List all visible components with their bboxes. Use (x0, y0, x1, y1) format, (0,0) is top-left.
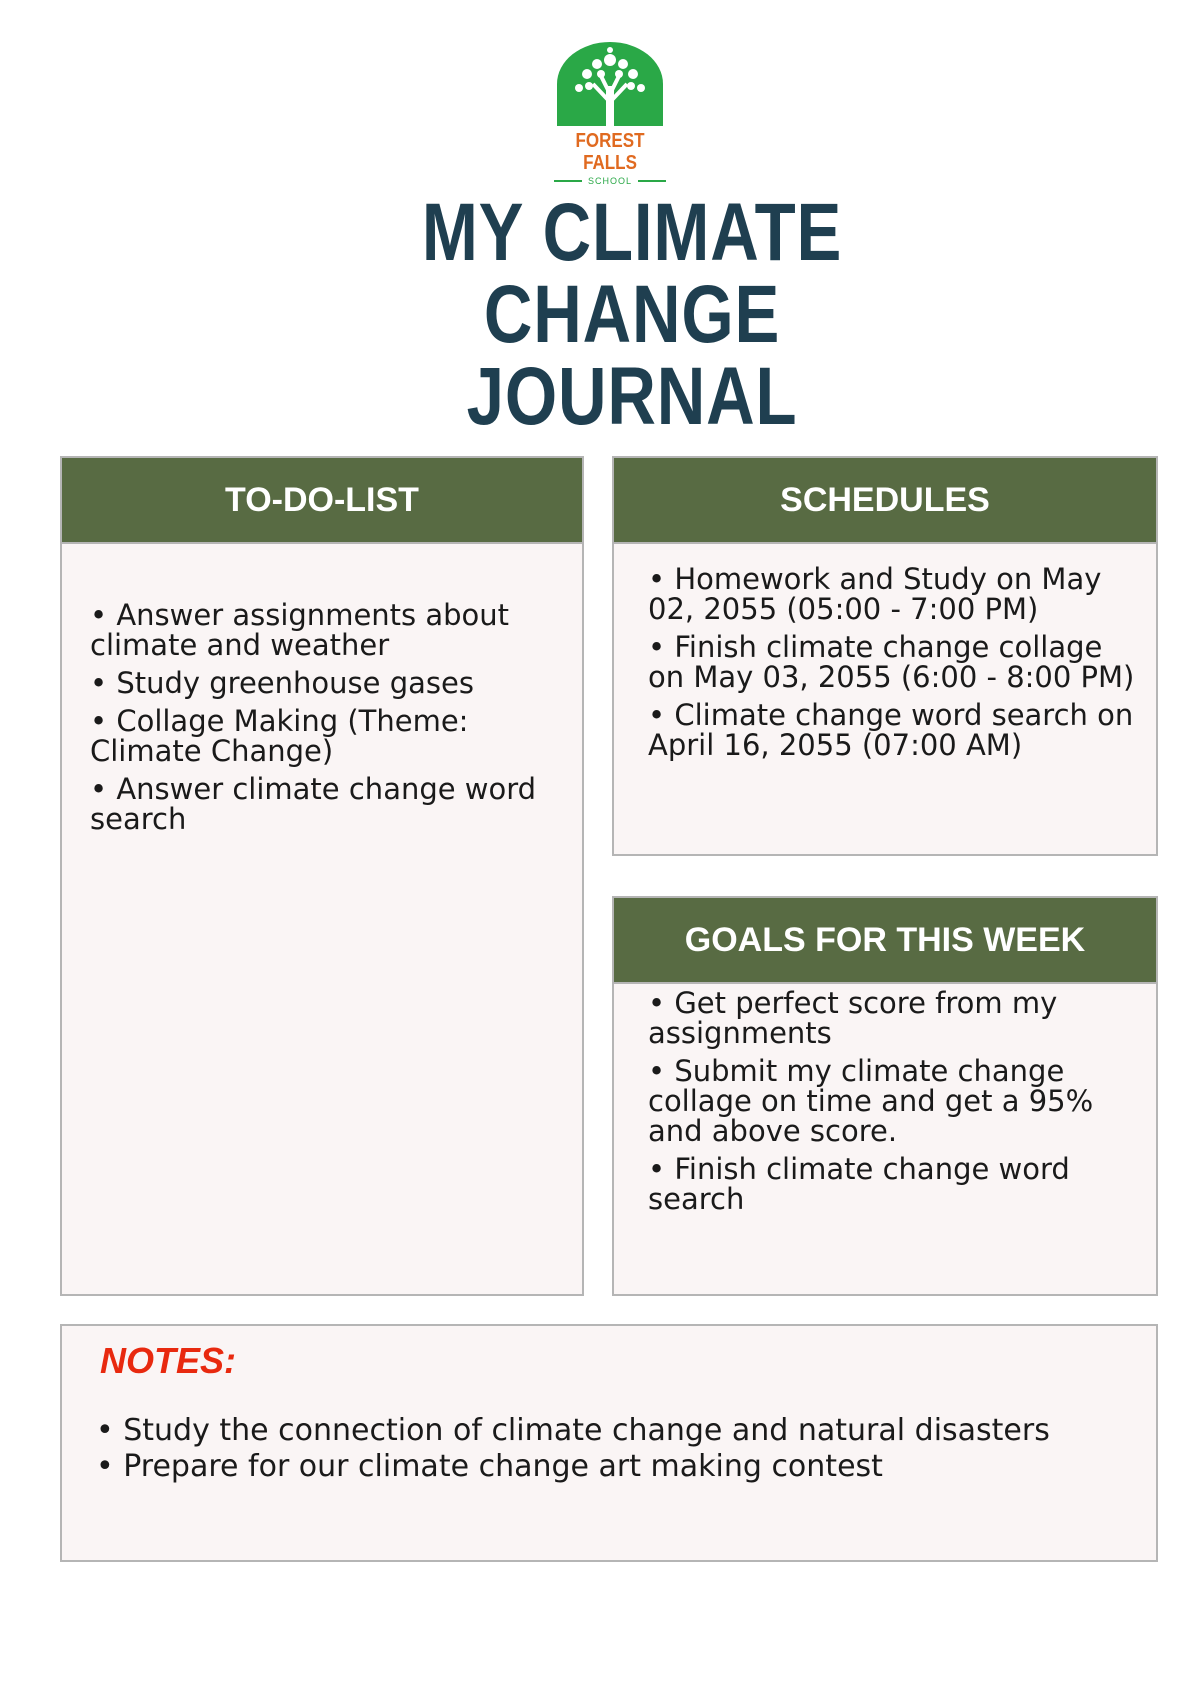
list-item: • Collage Making (Theme: Climate Change) (90, 706, 564, 766)
goals-header: GOALS FOR THIS WEEK (614, 898, 1156, 984)
todo-list-header: TO-DO-LIST (62, 458, 582, 544)
schedules-card (612, 456, 1158, 856)
list-item: • Get perfect score from my assignments (648, 988, 1148, 1048)
todo-list-card (60, 456, 584, 1296)
schedules-header: SCHEDULES (614, 458, 1156, 544)
notes-card (60, 1324, 1158, 1562)
school-logo (548, 42, 672, 186)
list-item: • Submit my climate change collage on time and get a 95% and above score. (648, 1056, 1148, 1146)
title-line-1: MY CLIMATE CHANGE (421, 187, 843, 360)
logo-divider (638, 180, 666, 182)
page-title (278, 187, 986, 442)
list-item: • Climate change word search on April 16, 2055 (07:00 AM) (648, 700, 1144, 760)
list-item: • Finish climate change word search (648, 1154, 1148, 1214)
tree-logo-icon (557, 42, 663, 126)
notes-list (62, 1382, 1156, 1482)
notes-header: NOTES: (100, 1340, 237, 1381)
list-item: • Finish climate change collage on May 03, 2055 (6:00 - 8:00 PM) (648, 632, 1144, 692)
list-item: • Study greenhouse gases (90, 668, 564, 698)
title-line-2: JOURNAL (466, 351, 798, 442)
goals-list (614, 984, 1156, 1214)
list-item: • Study the connection of climate change and natural disasters (96, 1416, 1156, 1446)
school-subtitle (548, 176, 672, 186)
todo-list (62, 544, 582, 834)
goals-card (612, 896, 1158, 1296)
school-name: FOREST FALLS (575, 130, 645, 174)
list-item: • Prepare for our climate change art making contest (96, 1452, 1156, 1482)
list-item: • Answer climate change word search (90, 774, 564, 834)
list-item: • Answer assignments about climate and weather (90, 600, 564, 660)
logo-divider (554, 180, 582, 182)
school-subtitle-text: SCHOOL (587, 176, 632, 186)
schedules-list (614, 544, 1156, 760)
list-item: • Homework and Study on May 02, 2055 (05:00 - 7:00 PM) (648, 564, 1144, 624)
